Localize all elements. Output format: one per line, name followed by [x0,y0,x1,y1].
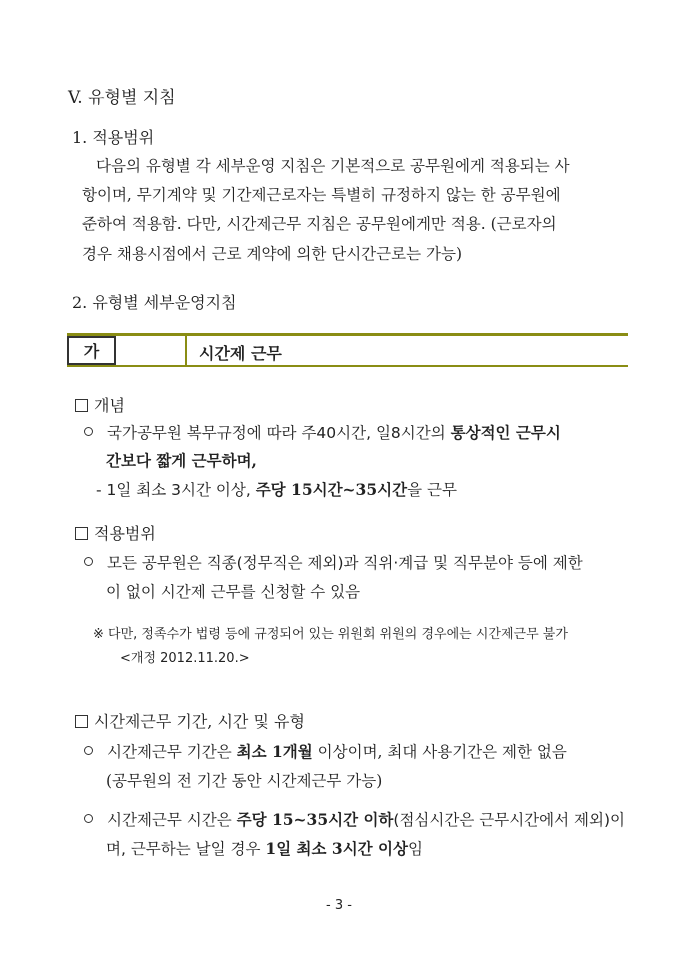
paragraph-line: 항이며, 무기계약 및 기간제근로자는 특별히 규정하지 않는 한 공무원에 [82,186,561,204]
concept-sub-item [96,480,457,500]
paragraph-line: 다음의 유형별 각 세부운영 지침은 기본적으로 공무원에게 적용되는 사 [96,157,570,175]
scope-note-revision: <개정 2012.11.20.> [120,651,250,666]
page-number: - 3 - [326,898,352,913]
paragraph-line: 준하여 적용함. 다만, 시간제근무 지침은 공무원에게만 적용. (근로자의 [82,215,557,233]
scope-note: ※ 다만, 정족수가 법령 등에 규정되어 있는 위원회 위원의 경우에는 시간제근무 불가 [93,627,568,642]
circle-bullet-icon [84,557,93,566]
section-1-heading: 1. 적용범위 [72,128,155,147]
circle-bullet-icon [84,814,93,823]
period-text-bold: 1일 최소 3시간 이상 [265,839,408,858]
scope-heading [75,521,156,544]
period-text: 며, 근무하는 날일 경우 [106,840,266,858]
sub-text-end: 을 근무 [407,481,457,499]
header-bottom-rule [67,365,628,367]
header-divider [185,336,187,365]
header-top-rule [67,333,628,336]
sub-text-bold: 주당 15시간~35시간 [255,480,408,499]
period-item-1-cont: (공무원의 전 기간 동안 시간제근무 가능) [106,772,383,790]
page-title: V. 유형별 지침 [68,88,176,108]
concept-item-cont: 간보다 짧게 근무하며, [106,451,257,470]
sub-text: - 1일 최소 3시간 이상, [96,481,256,499]
period-text-bold: 최소 1개월 [236,742,313,761]
concept-text-bold: 통상적인 근무시 [450,423,561,442]
square-bullet-icon [75,715,88,728]
concept-heading-label: 개념 [94,396,125,415]
period-text-end: 이상이며, 최대 사용기간은 제한 없음 [312,743,567,761]
paragraph-line: 경우 채용시점에서 근로 계약에 의한 단시간근로는 가능) [82,245,462,263]
subsection-tag: 가 [67,336,116,365]
concept-text: 국가공무원 복무규정에 따라 주40시간, 일8시간의 [107,424,451,442]
subsection-header-box [67,333,628,366]
scope-item [84,553,583,573]
period-item-2 [84,810,625,830]
section-2-heading: 2. 유형별 세부운영지침 [72,293,237,312]
period-text: 시간제근무 기간은 [107,743,237,761]
period-heading [75,709,305,732]
circle-bullet-icon [84,746,93,755]
square-bullet-icon [75,527,88,540]
scope-item-cont: 이 없이 시간제 근무를 신청할 수 있음 [106,583,361,601]
period-text: 시간제근무 시간은 [107,811,237,829]
scope-text: 모든 공무원은 직종(정무직은 제외)과 직위·계급 및 직무분야 등에 제한 [107,554,583,572]
period-text-end: 임 [407,840,423,858]
period-text-end: (점심시간은 근무시간에서 제외)이 [393,811,625,829]
square-bullet-icon [75,399,88,412]
concept-heading [75,393,125,416]
subsection-title: 시간제 근무 [199,344,282,363]
period-text-bold: 주당 15~35시간 이하 [236,810,394,829]
circle-bullet-icon [84,427,93,436]
concept-item [84,423,561,443]
scope-heading-label: 적용범위 [94,524,156,543]
period-heading-label: 시간제근무 기간, 시간 및 유형 [94,712,305,731]
period-item-2-cont [106,839,423,859]
period-item-1 [84,742,567,762]
